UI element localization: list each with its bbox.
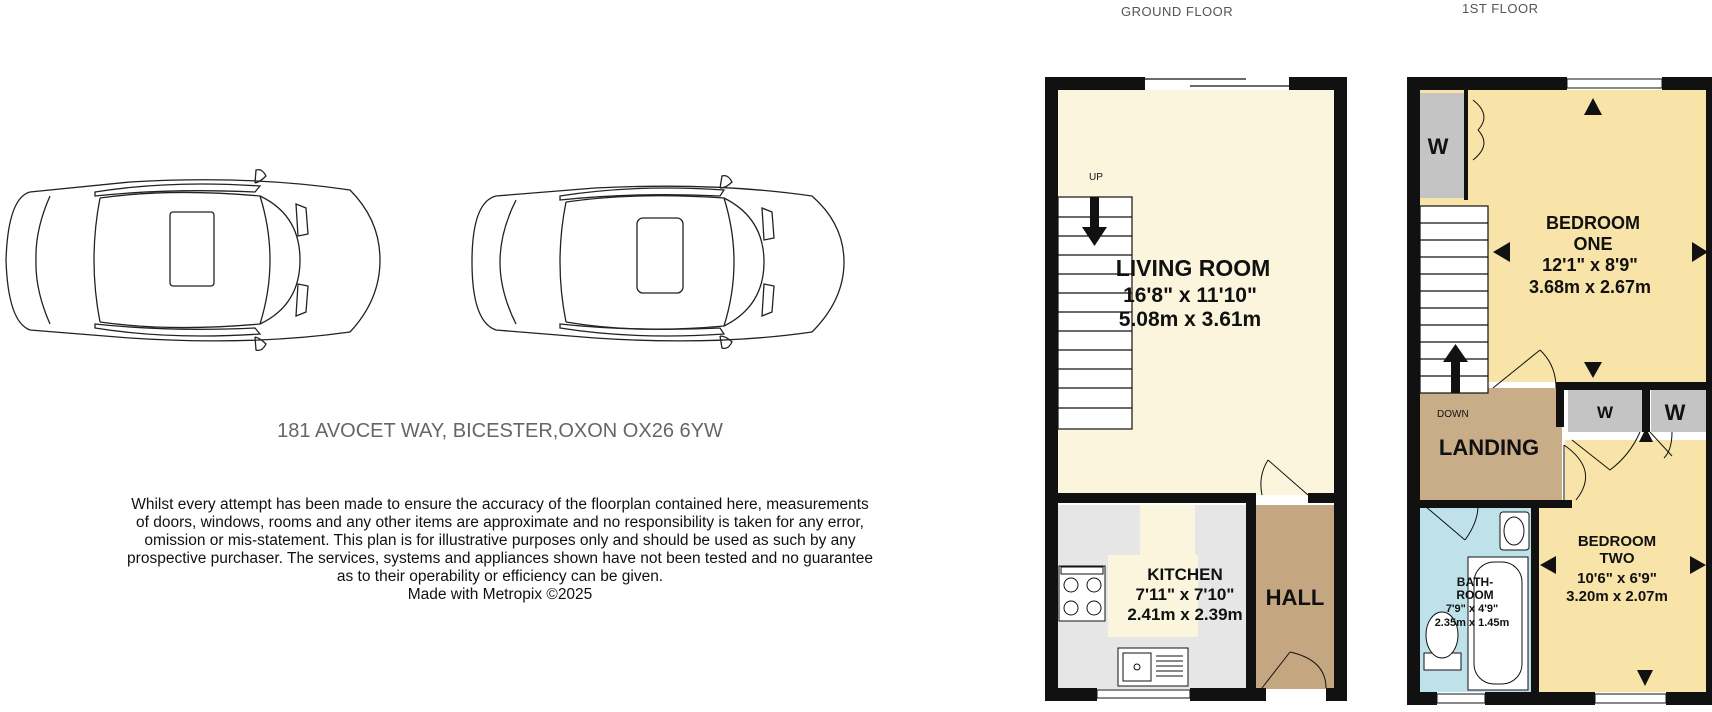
disclaimer-line: of doors, windows, rooms and any other items are approximate and no responsibility is taken for any error,	[135, 514, 864, 531]
kitchen-sink	[1118, 648, 1188, 686]
property-address: 181 AVOCET WAY, BICESTER,OXON OX26 6YW	[277, 420, 723, 442]
svg-text:ROOM: ROOM	[1456, 588, 1494, 602]
hob	[1059, 566, 1105, 621]
svg-text:2.41m x 2.39m: 2.41m x 2.39m	[1127, 605, 1243, 624]
svg-text:KITCHEN: KITCHEN	[1147, 565, 1223, 584]
svg-text:W: W	[1664, 400, 1686, 425]
car-illustration-right	[472, 176, 844, 349]
wardrobe-landing	[1568, 390, 1642, 432]
ground-floor-label: GROUND FLOOR	[1121, 4, 1234, 19]
svg-text:10'6" x 6'9": 10'6" x 6'9"	[1577, 570, 1657, 587]
svg-text:3.68m x 2.67m: 3.68m x 2.67m	[1528, 277, 1652, 297]
svg-text:BEDROOM: BEDROOM	[1546, 213, 1640, 233]
svg-text:W: W	[1596, 403, 1614, 422]
ground-floor-plan	[1045, 77, 1347, 701]
svg-text:7'9" x 4'9": 7'9" x 4'9"	[1445, 603, 1499, 615]
svg-text:16'8" x 11'10": 16'8" x 11'10"	[1123, 284, 1257, 307]
svg-text:12'1" x 8'9": 12'1" x 8'9"	[1542, 255, 1638, 275]
disclaimer-line: Whilst every attempt has been made to ensure the accuracy of the floorplan contained here, measurements	[131, 496, 869, 513]
stairs-up-label: UP	[1089, 172, 1103, 183]
svg-text:LIVING ROOM: LIVING ROOM	[1115, 255, 1271, 281]
svg-text:5.08m x 3.61m: 5.08m x 3.61m	[1118, 308, 1262, 331]
first-floor-plan	[1407, 77, 1712, 705]
living-room-label	[1116, 255, 1271, 331]
first-floor-label: 1ST FLOOR	[1462, 1, 1539, 16]
disclaimer-line: omission or mis-statement. This plan is for illustrative purposes only and should be used as such by any	[144, 532, 856, 549]
disclaimer-credit: Made with Metropix ©2025	[407, 586, 593, 603]
bedroom-one-label	[1529, 213, 1651, 297]
svg-text:3.20m x 2.07m: 3.20m x 2.07m	[1566, 588, 1668, 605]
svg-text:ONE: ONE	[1573, 234, 1613, 254]
wardrobe-bedroom-one	[1420, 93, 1464, 198]
disclaimer-line: as to their operability or efficiency can be given.	[336, 568, 664, 585]
bathroom-basin	[1500, 512, 1529, 550]
car-illustration-left	[6, 170, 380, 351]
svg-text:W: W	[1427, 134, 1449, 159]
svg-text:7'11" x 7'10": 7'11" x 7'10"	[1135, 585, 1235, 604]
bedroom-one-upper-floor	[1465, 90, 1515, 200]
disclaimer-line: prospective purchaser. The services, systems and appliances shown have not been tested and no guarantee	[127, 550, 873, 567]
kitchen-upper-floor	[1140, 505, 1195, 555]
svg-text:2.35m x 1.45m: 2.35m x 1.45m	[1434, 617, 1510, 629]
hall-label: HALL	[1265, 585, 1325, 610]
svg-text:TWO: TWO	[1599, 550, 1635, 567]
bedroom-two-upper-floor	[1565, 440, 1706, 510]
stairs-down-label: DOWN	[1437, 409, 1469, 420]
landing-label: LANDING	[1438, 435, 1540, 460]
wardrobe-bedroom-two	[1651, 390, 1706, 432]
svg-text:BEDROOM: BEDROOM	[1577, 533, 1657, 550]
svg-text:BATH-: BATH-	[1456, 575, 1494, 589]
